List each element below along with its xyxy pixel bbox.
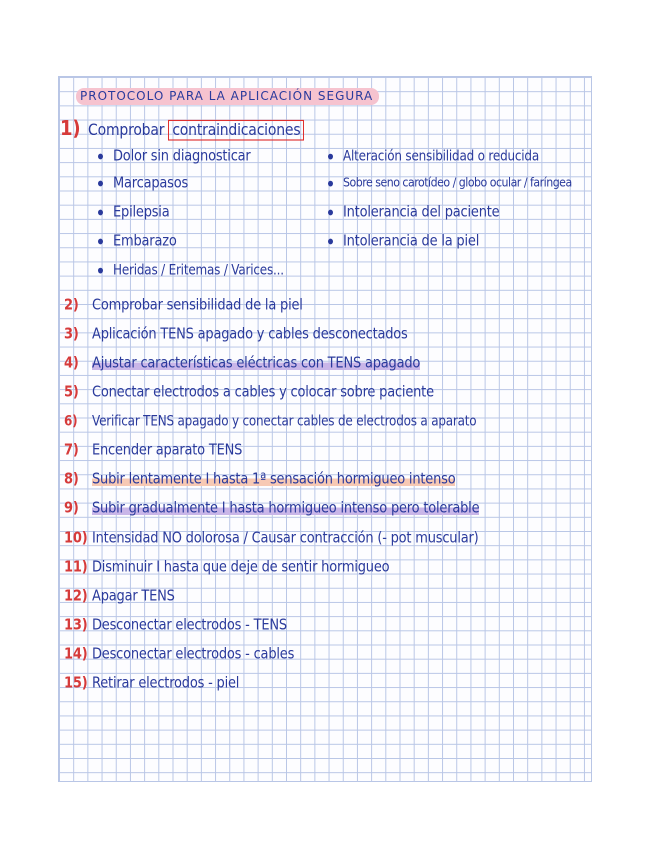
step-item bbox=[64, 559, 389, 576]
step-number: 14) bbox=[64, 645, 88, 664]
bullet-dot bbox=[98, 210, 103, 216]
step-text: Ajustar características eléctricas con TENS apagado bbox=[92, 354, 421, 373]
bullet-item bbox=[328, 175, 572, 190]
bullet-text: Embarazo bbox=[113, 232, 177, 251]
bullet-dot bbox=[328, 210, 333, 216]
bullet-dot bbox=[328, 154, 333, 160]
step-number: 9) bbox=[64, 499, 79, 518]
bullet-item bbox=[328, 233, 479, 250]
step-number: 4) bbox=[64, 354, 79, 373]
bullet-dot bbox=[328, 239, 333, 245]
step-item bbox=[64, 646, 294, 663]
step-number: 11) bbox=[64, 558, 88, 577]
bullet-dot bbox=[98, 181, 103, 187]
bullet-item bbox=[98, 204, 170, 221]
step-item bbox=[64, 588, 175, 605]
step-number: 5) bbox=[64, 383, 79, 402]
bullet-text: Marcapasos bbox=[113, 174, 189, 193]
step-1 bbox=[60, 116, 304, 140]
step-number: 3) bbox=[64, 325, 79, 344]
bullet-text: Epilepsia bbox=[113, 203, 170, 222]
step-item bbox=[64, 675, 239, 692]
step-text: Conectar electrodos a cables y colocar sobre paciente bbox=[92, 383, 434, 402]
step-number: 1) bbox=[60, 116, 81, 141]
step-text: Desconectar electrodos - cables bbox=[92, 645, 295, 664]
step-text: Disminuir I hasta que deje de sentir hormigueo bbox=[92, 558, 390, 577]
step-number: 10) bbox=[64, 529, 88, 548]
step-item bbox=[64, 530, 479, 547]
step-item bbox=[64, 384, 434, 401]
bullet-text: Intolerancia del paciente bbox=[343, 203, 500, 222]
step-text: Apagar TENS bbox=[92, 587, 175, 606]
step-number: 8) bbox=[64, 470, 79, 489]
bullet-dot bbox=[98, 268, 103, 274]
step-item bbox=[64, 297, 303, 314]
step-text: Subir gradualmente I hasta hormigueo intenso pero tolerable bbox=[92, 499, 480, 518]
bullet-text: Sobre seno carotídeo / globo ocular / faríngea bbox=[343, 175, 572, 190]
step-number: 6) bbox=[64, 412, 78, 430]
bullet-item bbox=[98, 148, 251, 165]
bullet-text: Heridas / Eritemas / Varices... bbox=[113, 261, 284, 279]
step-text: Intensidad NO dolorosa / Causar contracción (- pot muscular) bbox=[92, 529, 479, 548]
step-number: 2) bbox=[64, 296, 79, 315]
step-text: Encender aparato TENS bbox=[92, 441, 243, 460]
bullet-item bbox=[328, 204, 499, 221]
bullet-item bbox=[98, 175, 188, 192]
page-title: PROTOCOLO PARA LA APLICACIÓN SEGURA bbox=[76, 88, 379, 105]
bullet-text: Dolor sin diagnosticar bbox=[113, 147, 251, 166]
step-text: Retirar electrodos - piel bbox=[92, 674, 240, 693]
bullet-text: Alteración sensibilidad o reducida bbox=[343, 147, 539, 165]
bullet-dot bbox=[98, 239, 103, 245]
step-number: 7) bbox=[64, 441, 79, 460]
step-text: Desconectar electrodos - TENS bbox=[92, 616, 287, 635]
step-text: Subir lentamente I hasta 1ª sensación hormigueo intenso bbox=[92, 470, 456, 489]
step-item bbox=[64, 326, 408, 343]
bullet-item bbox=[98, 233, 177, 250]
bullet-dot bbox=[98, 154, 103, 160]
step-text: Comprobar bbox=[88, 121, 165, 140]
step-number: 13) bbox=[64, 616, 88, 635]
bullet-item bbox=[98, 262, 284, 278]
boxed-keyword: contraindicaciones bbox=[168, 120, 304, 141]
step-number: 12) bbox=[64, 587, 88, 606]
step-item bbox=[64, 471, 455, 488]
step-text: Comprobar sensibilidad de la piel bbox=[92, 296, 303, 315]
bullet-item bbox=[328, 148, 539, 164]
step-item bbox=[64, 500, 479, 517]
step-item bbox=[64, 617, 287, 634]
step-item bbox=[64, 442, 242, 459]
step-item bbox=[64, 355, 420, 372]
bullet-dot bbox=[328, 180, 333, 186]
bullet-text: Intolerancia de la piel bbox=[343, 232, 480, 251]
step-number: 15) bbox=[64, 674, 88, 693]
step-text: Aplicación TENS apagado y cables desconectados bbox=[92, 325, 408, 344]
step-text: Verificar TENS apagado y conectar cables de electrodos a aparato bbox=[92, 412, 477, 430]
step-item bbox=[64, 413, 476, 429]
